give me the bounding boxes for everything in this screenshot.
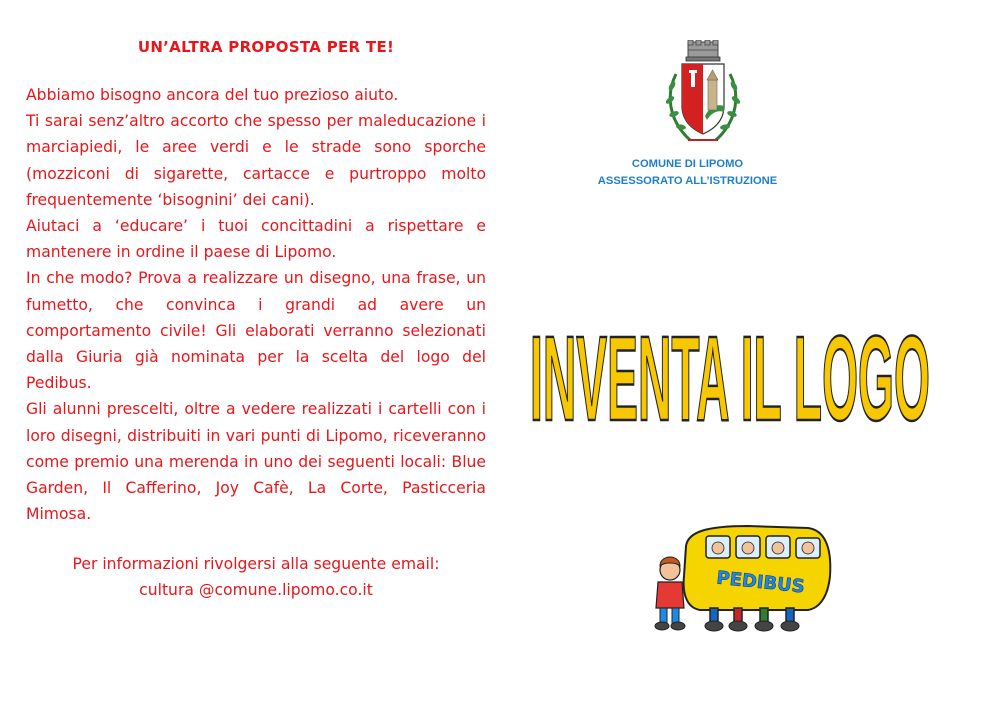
bus-label: PEDIBUS <box>715 567 806 598</box>
contact-info <box>26 551 486 603</box>
contact-email: cultura @comune.lipomo.co.it <box>139 581 373 600</box>
paragraph-5: Gli alunni prescelti, oltre a vedere realizzati i cartelli con i loro disegni, distribuiti in vari punti di Lipomo, riceveranno come premio una merenda in uno dei seguenti locali: Blue Garden, Il Cafferino, Joy Cafè, La Corte, Pasticceria Mimosa. <box>26 400 486 524</box>
coat-of-arms-icon <box>662 40 744 152</box>
assessorato-name: ASSESSORATO ALL’ISTRUZIONE <box>597 175 778 187</box>
wordart-title-text: INVENTA IL LOGO <box>530 310 930 446</box>
right-panel <box>520 0 980 702</box>
paragraph-1: Abbiamo bisogno ancora del tuo prezioso aiuto. <box>26 86 399 104</box>
paragraph-2: Ti sarai senz’altro accorto che spesso per maleducazione i marciapiedi, le aree verdi e le strade sono sporche (mozziconi di sigarette, cartacce e purtroppo molto frequentemente ‘bisognini’ dei cani). <box>26 112 486 209</box>
paragraph-3: Aiutaci a ‘educare’ i tuoi concittadini a rispettare e mantenere in ordine il paese di Lipomo. <box>26 217 486 262</box>
contact-line-1: Per informazioni rivolgersi alla seguente email: <box>72 555 440 574</box>
pedibus-bus-icon <box>648 516 838 634</box>
comune-label <box>580 156 795 190</box>
left-panel <box>26 38 486 603</box>
page-heading: UN’ALTRA PROPOSTA PER TE! <box>137 38 395 56</box>
paragraph-4: In che modo? Prova a realizzare un disegno, una frase, un fumetto, che convinca i grandi ad avere un comportamento civile! Gli elaborati verranno selezionati dalla Giuria già nominata per la scelta del logo del Pedibus. <box>26 269 486 393</box>
wordart-title <box>520 285 940 455</box>
comune-name: COMUNE DI LIPOMO <box>631 158 744 170</box>
body-text <box>26 82 486 527</box>
